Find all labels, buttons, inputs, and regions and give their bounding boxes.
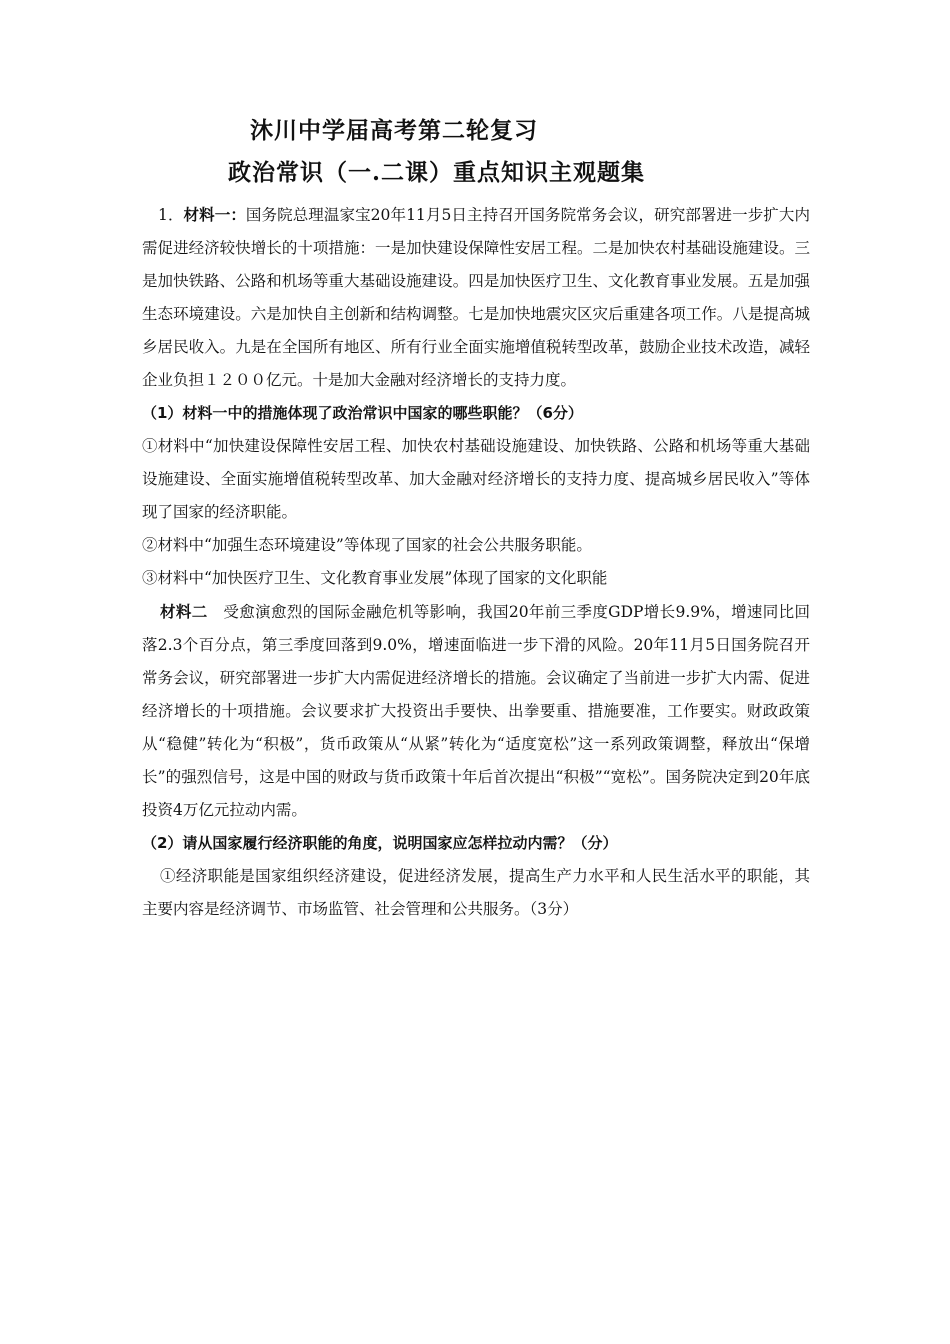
question-two: （2）请从国家履行经济职能的角度，说明国家应怎样拉动内需？（分） <box>142 834 618 852</box>
answer-two-item: ①经济职能是国家组织经济建设，促进经济发展，提高生产力水平和人民生活水平的职能，其主要内容是经济调节、市场监管、社会管理和公共服务。（3分） <box>142 867 810 918</box>
answer-one-item: ③材料中“加快医疗卫生、文化教育事业发展”体现了国家的文化职能 <box>142 569 608 587</box>
document-title: 沐川中学届高考第二轮复习 <box>250 117 538 144</box>
answer-one-item: ②材料中“加强生态环境建设”等体现了国家的社会公共服务职能。 <box>142 536 592 554</box>
document-subtitle: 政治常识（一.二课）重点知识主观题集 <box>228 159 646 186</box>
material-one-text: 国务院总理温家宝20年11月5日主持召开国务院常务会议，研究部署进一步扩大内需促进经济较快增长的十项措施：一是加快建设保障性安居工程。二是加快农村基础设施建设。三是加快铁路、公路和机场等重大基础设施建设。四是加快医疗卫生、文化教育事业发展。五是加强生态环境建设。六是加快自主创新和结构调整。七是加快地震灾区灾后重建各项工作。八是提高城乡居民收入。九是在全国所有地区、所有行业全面实施增值税转型改革，鼓励企业技术改造，减轻企业负担１２００亿元。十是加大金融对经济增长的支持力度。 <box>142 206 810 389</box>
document-body <box>142 198 810 926</box>
answer-one-item: ①材料中“加快建设保障性安居工程、加快农村基础设施建设、加快铁路、公路和机场等重大基础设施建设、全面实施增值税转型改革、加大金融对经济增长的支持力度、提高城乡居民收入”等体现了国家的经济职能。 <box>142 437 810 521</box>
material-one-paragraph <box>142 198 810 397</box>
item-number: 1． <box>158 206 184 224</box>
material-two-text: 受愈演愈烈的国际金融危机等影响，我国20年前三季度GDP增长9.9%，增速同比回落2.3个百分点，第三季度回落到9.0%，增速面临进一步下滑的风险。20年11月5日国务院召开常务会议，研究部署进一步扩大内需促进经济增长的措施。会议确定了当前进一步扩大内需、促进经济增长的十项措施。会议要求扩大投资出手要快、出拳要重、措施要准，工作要实。财政政策从“稳健”转化为“积极”，货币政策从“从紧”转化为“适度宽松”这一系列政策调整，释放出“保增长”的强烈信号，这是中国的财政与货币政策十年后首次提出“积极”“宽松”。国务院决定到20年底投资4万亿元拉动内需。 <box>142 603 810 819</box>
material-two-label: 材料二 <box>160 602 208 621</box>
question-one: （1）材料一中的措施体现了政治常识中国家的哪些职能？（6分） <box>142 404 583 422</box>
material-one-label: 材料一： <box>183 205 246 224</box>
material-two-paragraph <box>142 595 810 827</box>
